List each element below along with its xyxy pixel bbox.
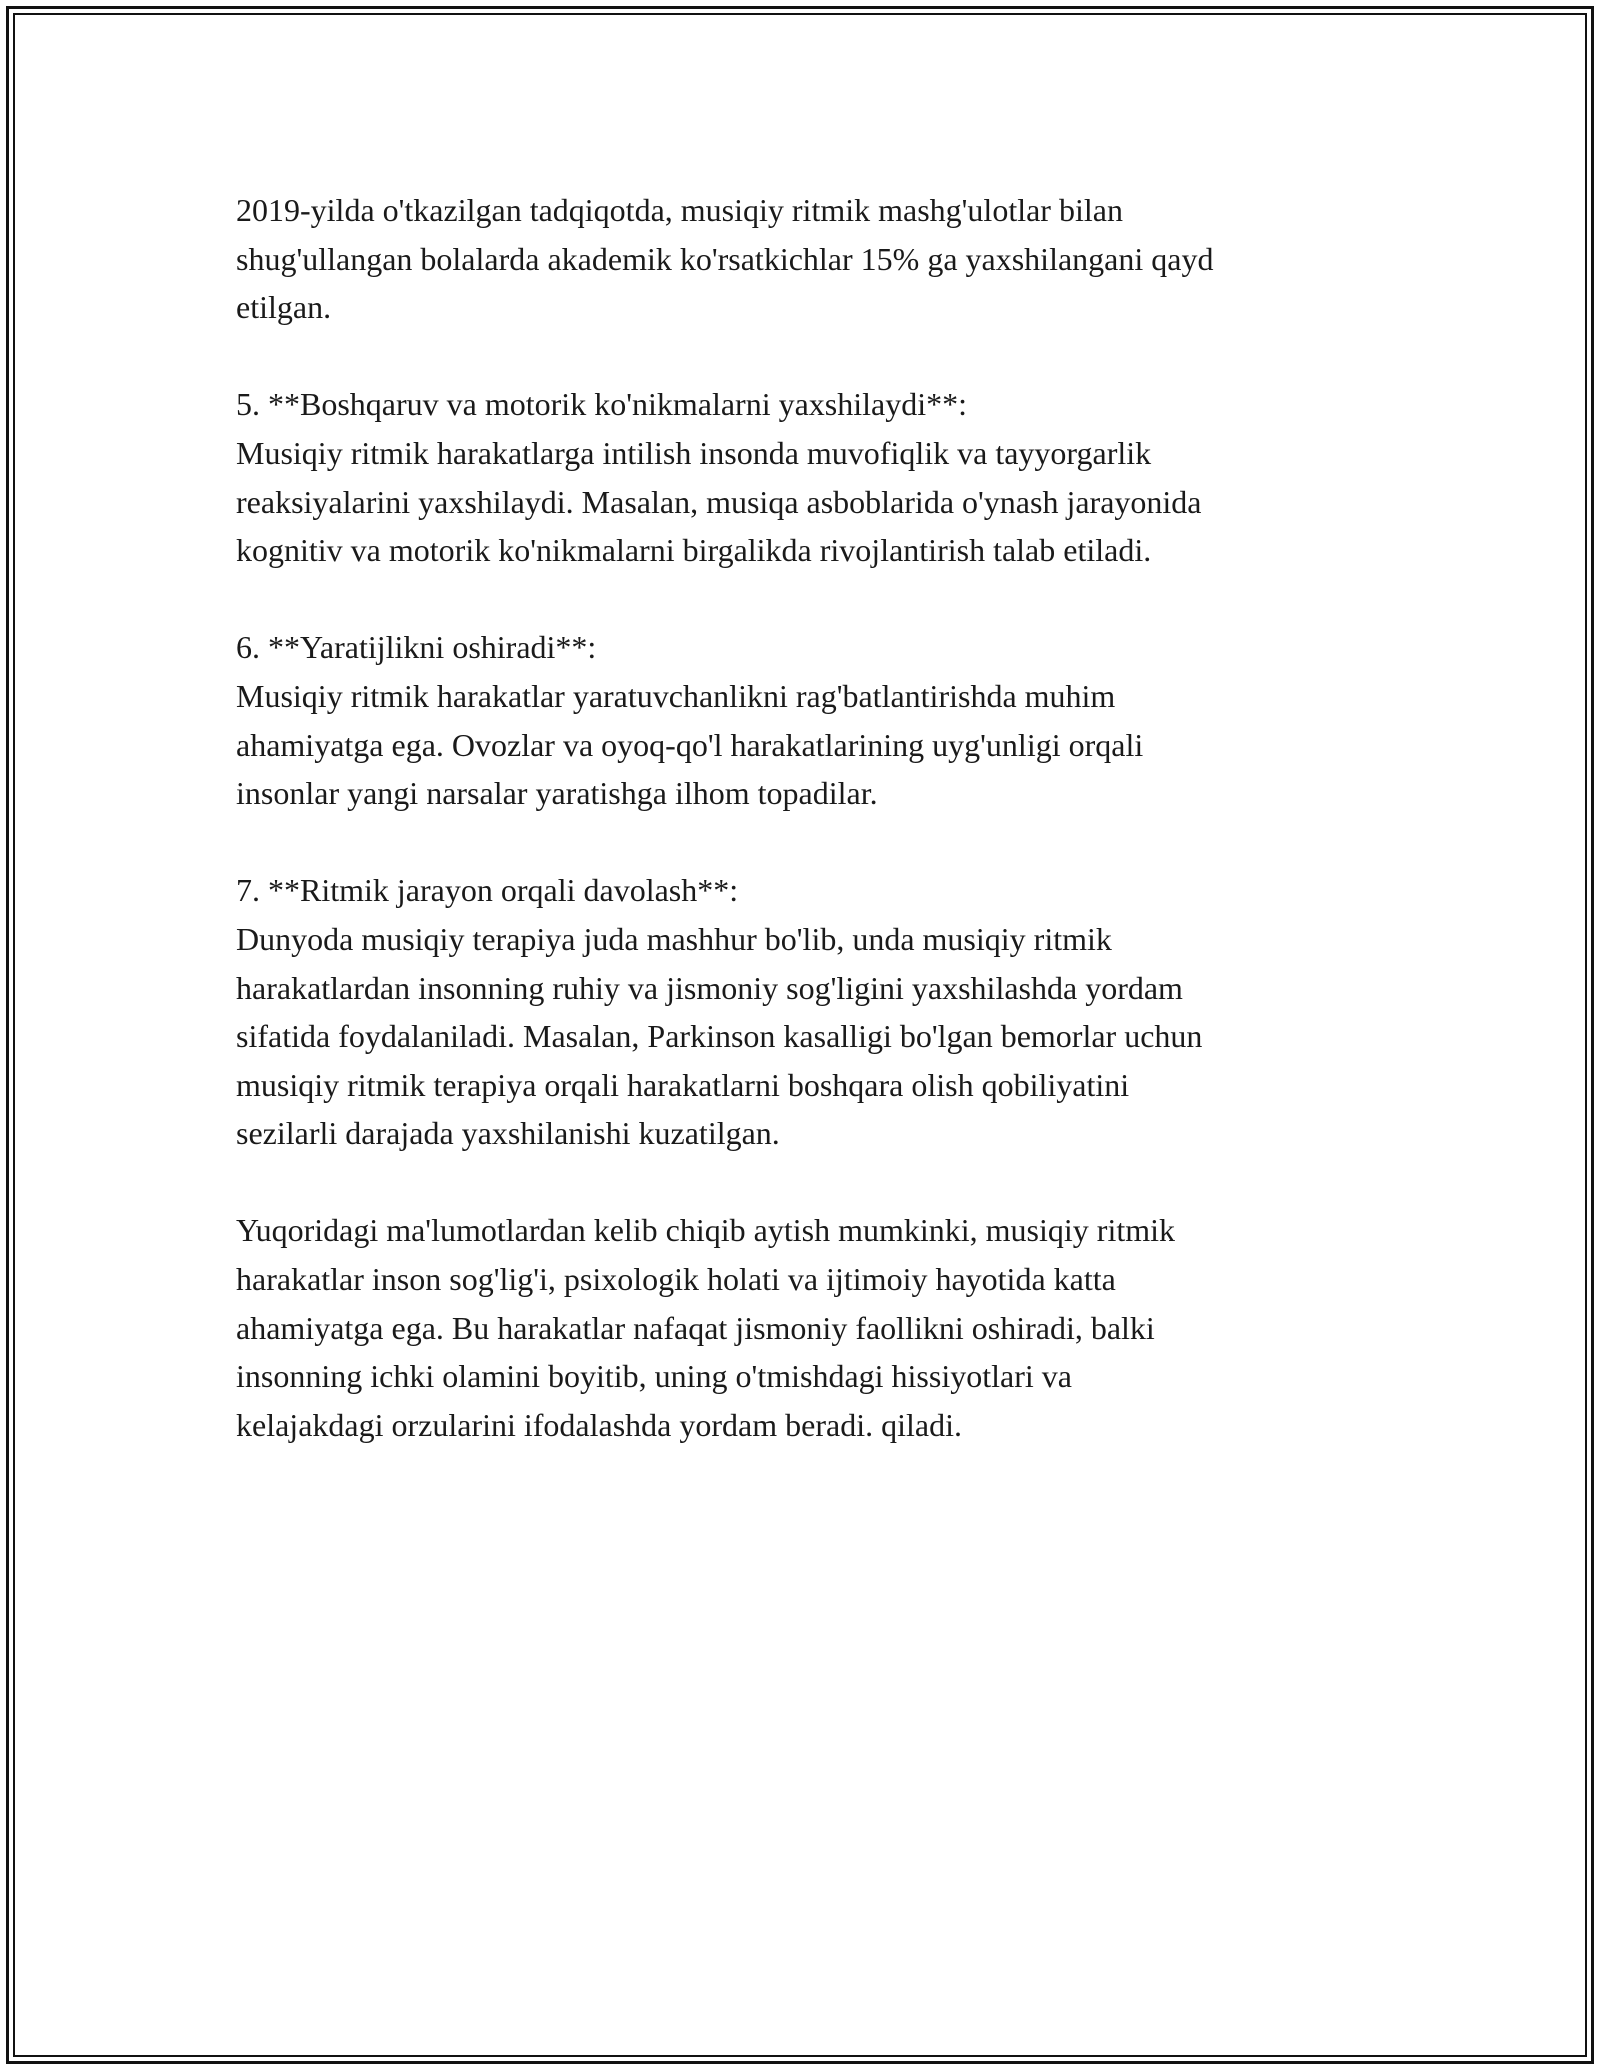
list-item-body: Dunyoda musiqiy terapiya juda mashhur bo'lib, unda musiqiy ritmik harakatlardan insonning ruhiy va jismoniy sog'ligini yaxshilashda yordam sifatida foydalaniladi. Masalan, Parkinson kasalligi bo'lgan bemorlar uchun musiqiy ritmik terapiya orqali harakatlarni boshqara olish qobiliyatini sezilarli darajada yaxshilanishi kuzatilgan. — [236, 920, 1203, 1152]
list-item-7 — [236, 866, 1386, 1158]
paragraph-spacer — [236, 818, 1386, 867]
list-item-6 — [236, 623, 1386, 817]
paragraph-spacer — [236, 575, 1386, 624]
list-item-body: Musiqiy ritmik harakatlar yaratuvchanlikni rag'batlantirishda muhim ahamiyatga ega. Ovozlar va oyoq-qo'l harakatlarining uyg'unligi orqali insonlar yangi narsalar yaratishga ilhom topadilar. — [236, 677, 1144, 812]
list-item-body: Musiqiy ritmik harakatlarga intilish insonda muvofiqlik va tayyorgarlik reaksiyalarini yaxshilaydi. Masalan, musiqa asboblarida o'ynash jarayonida kognitiv va motorik ko'nikmalarni birgalikda rivojlantirish talab etiladi. — [236, 434, 1202, 569]
conclusion-paragraph: Yuqoridagi ma'lumotlardan kelib chiqib aytish mumkinki, musiqiy ritmik harakatlar inson sog'lig'i, psixologik holati va ijtimoiy hayotida katta ahamiyatga ega. Bu harakatlar nafaqat jismoniy faollikni oshiradi, balki insonning ichki olamini boyitib, uning o'tmishdagi hissiyotlari va kelajakdagi orzularini ifodalashda yordam beradi. qiladi. — [236, 1212, 1175, 1443]
document-body — [236, 186, 1386, 1449]
list-item-heading: 5. **Boshqaruv va motorik ko'nikmalarni yaxshilaydi**: — [236, 386, 967, 423]
paragraph-spacer — [236, 1158, 1386, 1207]
intro-paragraph: 2019-yilda o'tkazilgan tadqiqotda, musiqiy ritmik mashg'ulotlar bilan shug'ullangan bolalarda akademik ko'rsatkichlar 15% ga yaxshilangani qayd etilgan. — [236, 192, 1214, 326]
list-item-heading: 6. **Yaratijlikni oshiradi**: — [236, 629, 597, 666]
list-item-heading: 7. **Ritmik jarayon orqali davolash**: — [236, 872, 739, 909]
list-item-5 — [236, 380, 1386, 574]
paragraph-spacer — [236, 332, 1386, 381]
